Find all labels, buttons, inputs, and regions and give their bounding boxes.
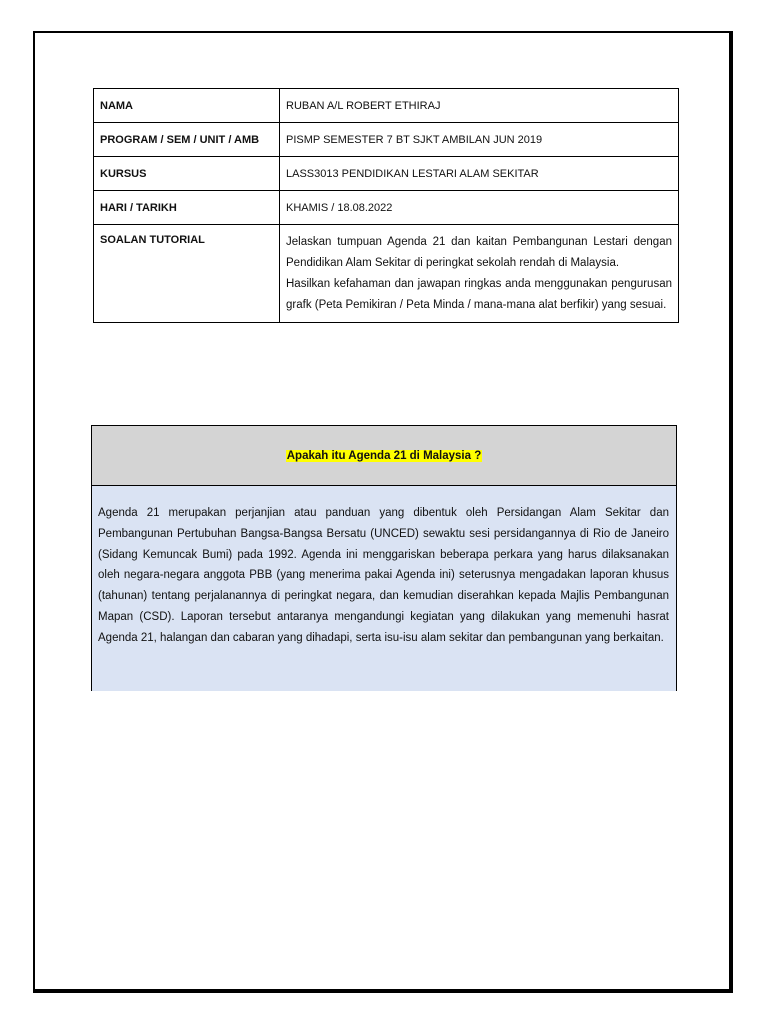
table-row-program (94, 123, 679, 157)
value-nama: RUBAN A/L ROBERT ETHIRAJ (280, 89, 679, 123)
question-paragraph-1: Jelaskan tumpuan Agenda 21 dan kaitan Pembangunan Lestari dengan Pendidikan Alam Sekitar di peringkat sekolah rendah di Malaysia. (286, 236, 672, 269)
table-row-nama (94, 89, 679, 123)
label-tarikh: HARI / TARIKH (94, 191, 280, 225)
info-table (93, 88, 679, 323)
label-nama: NAMA (94, 89, 280, 123)
label-program: PROGRAM / SEM / UNIT / AMB (94, 123, 280, 157)
value-kursus: LASS3013 PENDIDIKAN LESTARI ALAM SEKITAR (280, 157, 679, 191)
question-paragraph-2: Hasilkan kefahaman dan jawapan ringkas anda menggunakan pengurusan grafk (Peta Pemikiran / Peta Minda / mana-mana alat berfikir) yang sesuai. (286, 278, 672, 311)
section-body: Agenda 21 merupakan perjanjian atau panduan yang dibentuk oleh Persidangan Alam Sekitar dan Pembangunan Pertubuhan Bangsa-Bangsa Bersatu (UNCED) sewaktu sesi persidangannya di Rio de Janeiro (Sidang Kemuncak Bumi) pada 1992. Agenda ini menggariskan beberapa perkara yang harus dilaksanakan oleh negara-negara anggota PBB (yang menerima pakai Agenda ini) seterusnya mengadakan laporan khusus (tahunan) tentang perjalanannya di peringkat negara, dan kemudian diserahkan kepada Majlis Pembangunan Mapan (CSD). Laporan tersebut antaranya mengandungi kegiatan yang dilakukan yang memenuhi hasrat Agenda 21, halangan dan cabaran yang dihadapi, serta isu-isu alam sekitar dan pembangunan yang berkaitan. (92, 486, 676, 691)
value-program: PISMP SEMESTER 7 BT SJKT AMBILAN JUN 2019 (280, 123, 679, 157)
agenda21-section (91, 425, 677, 691)
label-soalan: SOALAN TUTORIAL (94, 225, 280, 323)
section-header (92, 426, 676, 486)
question-cell (280, 225, 679, 323)
table-row-kursus (94, 157, 679, 191)
value-tarikh: KHAMIS / 18.08.2022 (280, 191, 679, 225)
label-kursus: KURSUS (94, 157, 280, 191)
section-heading: Apakah itu Agenda 21 di Malaysia ? (286, 449, 482, 462)
table-row-tarikh (94, 191, 679, 225)
table-row-soalan (94, 225, 679, 323)
